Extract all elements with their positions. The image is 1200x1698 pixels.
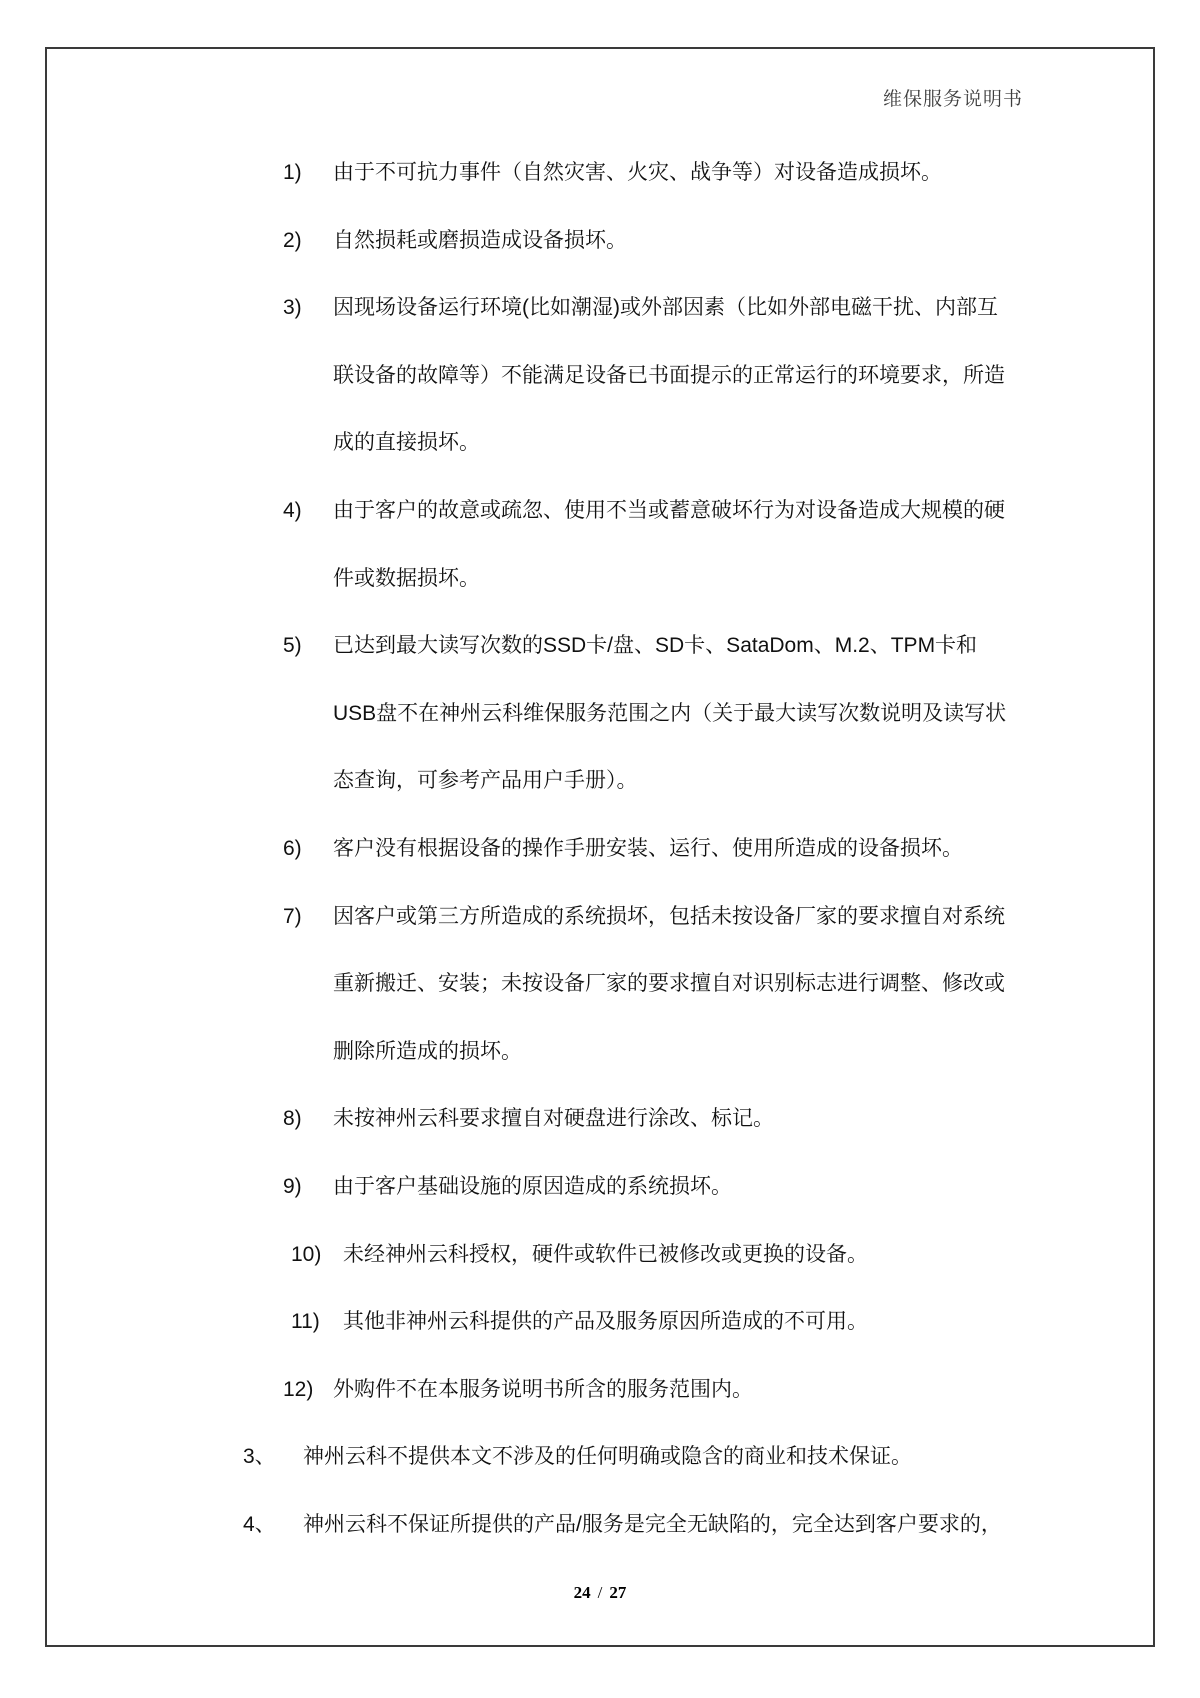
list-item-text <box>333 207 1015 275</box>
list-item-number: 4、 <box>243 1512 276 1536</box>
list-item-4 <box>283 477 1015 612</box>
list-item-3 <box>283 274 1015 477</box>
list-item-line: 神州云科不提供本文不涉及的任何明确或隐含的商业和技术保证。 <box>303 1445 912 1469</box>
list-item-text <box>333 883 1015 1086</box>
list-item-number: 2) <box>283 228 302 252</box>
list-item-line: USB盘不在神州云科维保服务范围之内（关于最大读写次数说明及读写状 <box>333 701 1007 725</box>
list-item-line: 其他非神州云科提供的产品及服务原因所造成的不可用。 <box>343 1310 868 1334</box>
list-item-line: 未经神州云科授权，硬件或软件已被修改或更换的设备。 <box>343 1242 868 1266</box>
list-item-number: 11) <box>291 1310 320 1334</box>
list-item-line: 删除所造成的损坏。 <box>333 1039 522 1063</box>
list-item-line: 神州云科不保证所提供的产品/服务是完全无缺陷的，完全达到客户要求的， <box>303 1512 1002 1536</box>
list-item-line: 自然损耗或磨损造成设备损坏。 <box>333 228 627 252</box>
list-item-11 <box>283 1288 1015 1356</box>
list-item-line: 由于客户的故意或疏忽、使用不当或蓄意破坏行为对设备造成大规模的硬 <box>333 498 1005 522</box>
list-item-2 <box>283 207 1015 275</box>
list-item-line: 成的直接损坏。 <box>333 431 480 455</box>
list-item-line: 因客户或第三方所造成的系统损坏，包括未按设备厂家的要求擅自对系统 <box>333 904 1005 928</box>
list-item-number: 4) <box>283 498 302 522</box>
list-item-line: 因现场设备运行环境(比如潮湿)或外部因素（比如外部电磁干扰、内部互 <box>333 296 998 320</box>
list-item-text <box>343 1221 1015 1289</box>
list-item-text <box>333 612 1015 815</box>
list-item-10 <box>283 1221 1015 1289</box>
list-item-9 <box>283 1153 1015 1221</box>
footer-separator: / <box>597 1583 603 1602</box>
list-item-number: 9) <box>283 1174 302 1198</box>
list-item-text <box>303 1491 1015 1559</box>
header-title: 维保服务说明书 <box>882 89 1023 110</box>
list-item-text <box>333 1153 1015 1221</box>
list-item-outer-3 <box>243 1423 1015 1491</box>
list-item-8 <box>283 1085 1015 1153</box>
footer-page-indicator <box>45 1583 1155 1603</box>
list-item-text <box>333 477 1015 612</box>
list-item-number: 3) <box>283 296 302 320</box>
list-item-number: 12) <box>283 1377 314 1401</box>
list-item-number: 10) <box>291 1242 322 1266</box>
list-item-text <box>333 815 1015 883</box>
list-item-line: 态查询，可参考产品用户手册）。 <box>333 769 638 793</box>
list-item-text <box>333 1085 1015 1153</box>
list-item-text <box>343 1288 1015 1356</box>
list-item-line: 件或数据损坏。 <box>333 566 480 590</box>
list-item-text <box>333 1356 1015 1424</box>
list-item-number: 1) <box>283 161 302 184</box>
list-item-number: 8) <box>283 1107 302 1131</box>
list-item-text <box>333 274 1015 477</box>
list-item-12 <box>283 1356 1015 1424</box>
list-item-7 <box>283 883 1015 1086</box>
list-item-line: 重新搬迁、安装；未按设备厂家的要求擅自对识别标志进行调整、修改或 <box>333 972 1005 996</box>
list-item-line: 客户没有根据设备的操作手册安装、运行、使用所造成的设备损坏。 <box>333 836 963 860</box>
list-item-text <box>303 1423 1015 1491</box>
list-item-line: 由于客户基础设施的原因造成的系统损坏。 <box>333 1174 732 1198</box>
list-item-line: 未按神州云科要求擅自对硬盘进行涂改、标记。 <box>333 1107 774 1131</box>
list-item-line: 联设备的故障等）不能满足设备已书面提示的正常运行的环境要求，所造 <box>333 363 1005 387</box>
list-item-line: 由于不可抗力事件（自然灾害、火灾、战争等）对设备造成损坏。 <box>333 161 942 184</box>
list-item-text <box>333 139 1015 207</box>
list-item-number: 3、 <box>243 1445 276 1469</box>
list-item-number: 7) <box>283 904 302 928</box>
footer-total-page: 27 <box>609 1583 627 1602</box>
list-item-number: 6) <box>283 836 302 860</box>
list-item-6 <box>283 815 1015 883</box>
list-item-number: 5) <box>283 634 302 658</box>
footer-current-page: 24 <box>573 1583 591 1602</box>
list-item-line: 已达到最大读写次数的SSD卡/盘、SD卡、SataDom、M.2、TPM卡和 <box>333 634 978 658</box>
maintenance-exclusion-list <box>243 139 1015 1558</box>
list-item-outer-4 <box>243 1491 1015 1559</box>
list-item-1 <box>283 139 1015 207</box>
list-item-5 <box>283 612 1015 815</box>
list-item-line: 外购件不在本服务说明书所含的服务范围内。 <box>333 1377 753 1401</box>
